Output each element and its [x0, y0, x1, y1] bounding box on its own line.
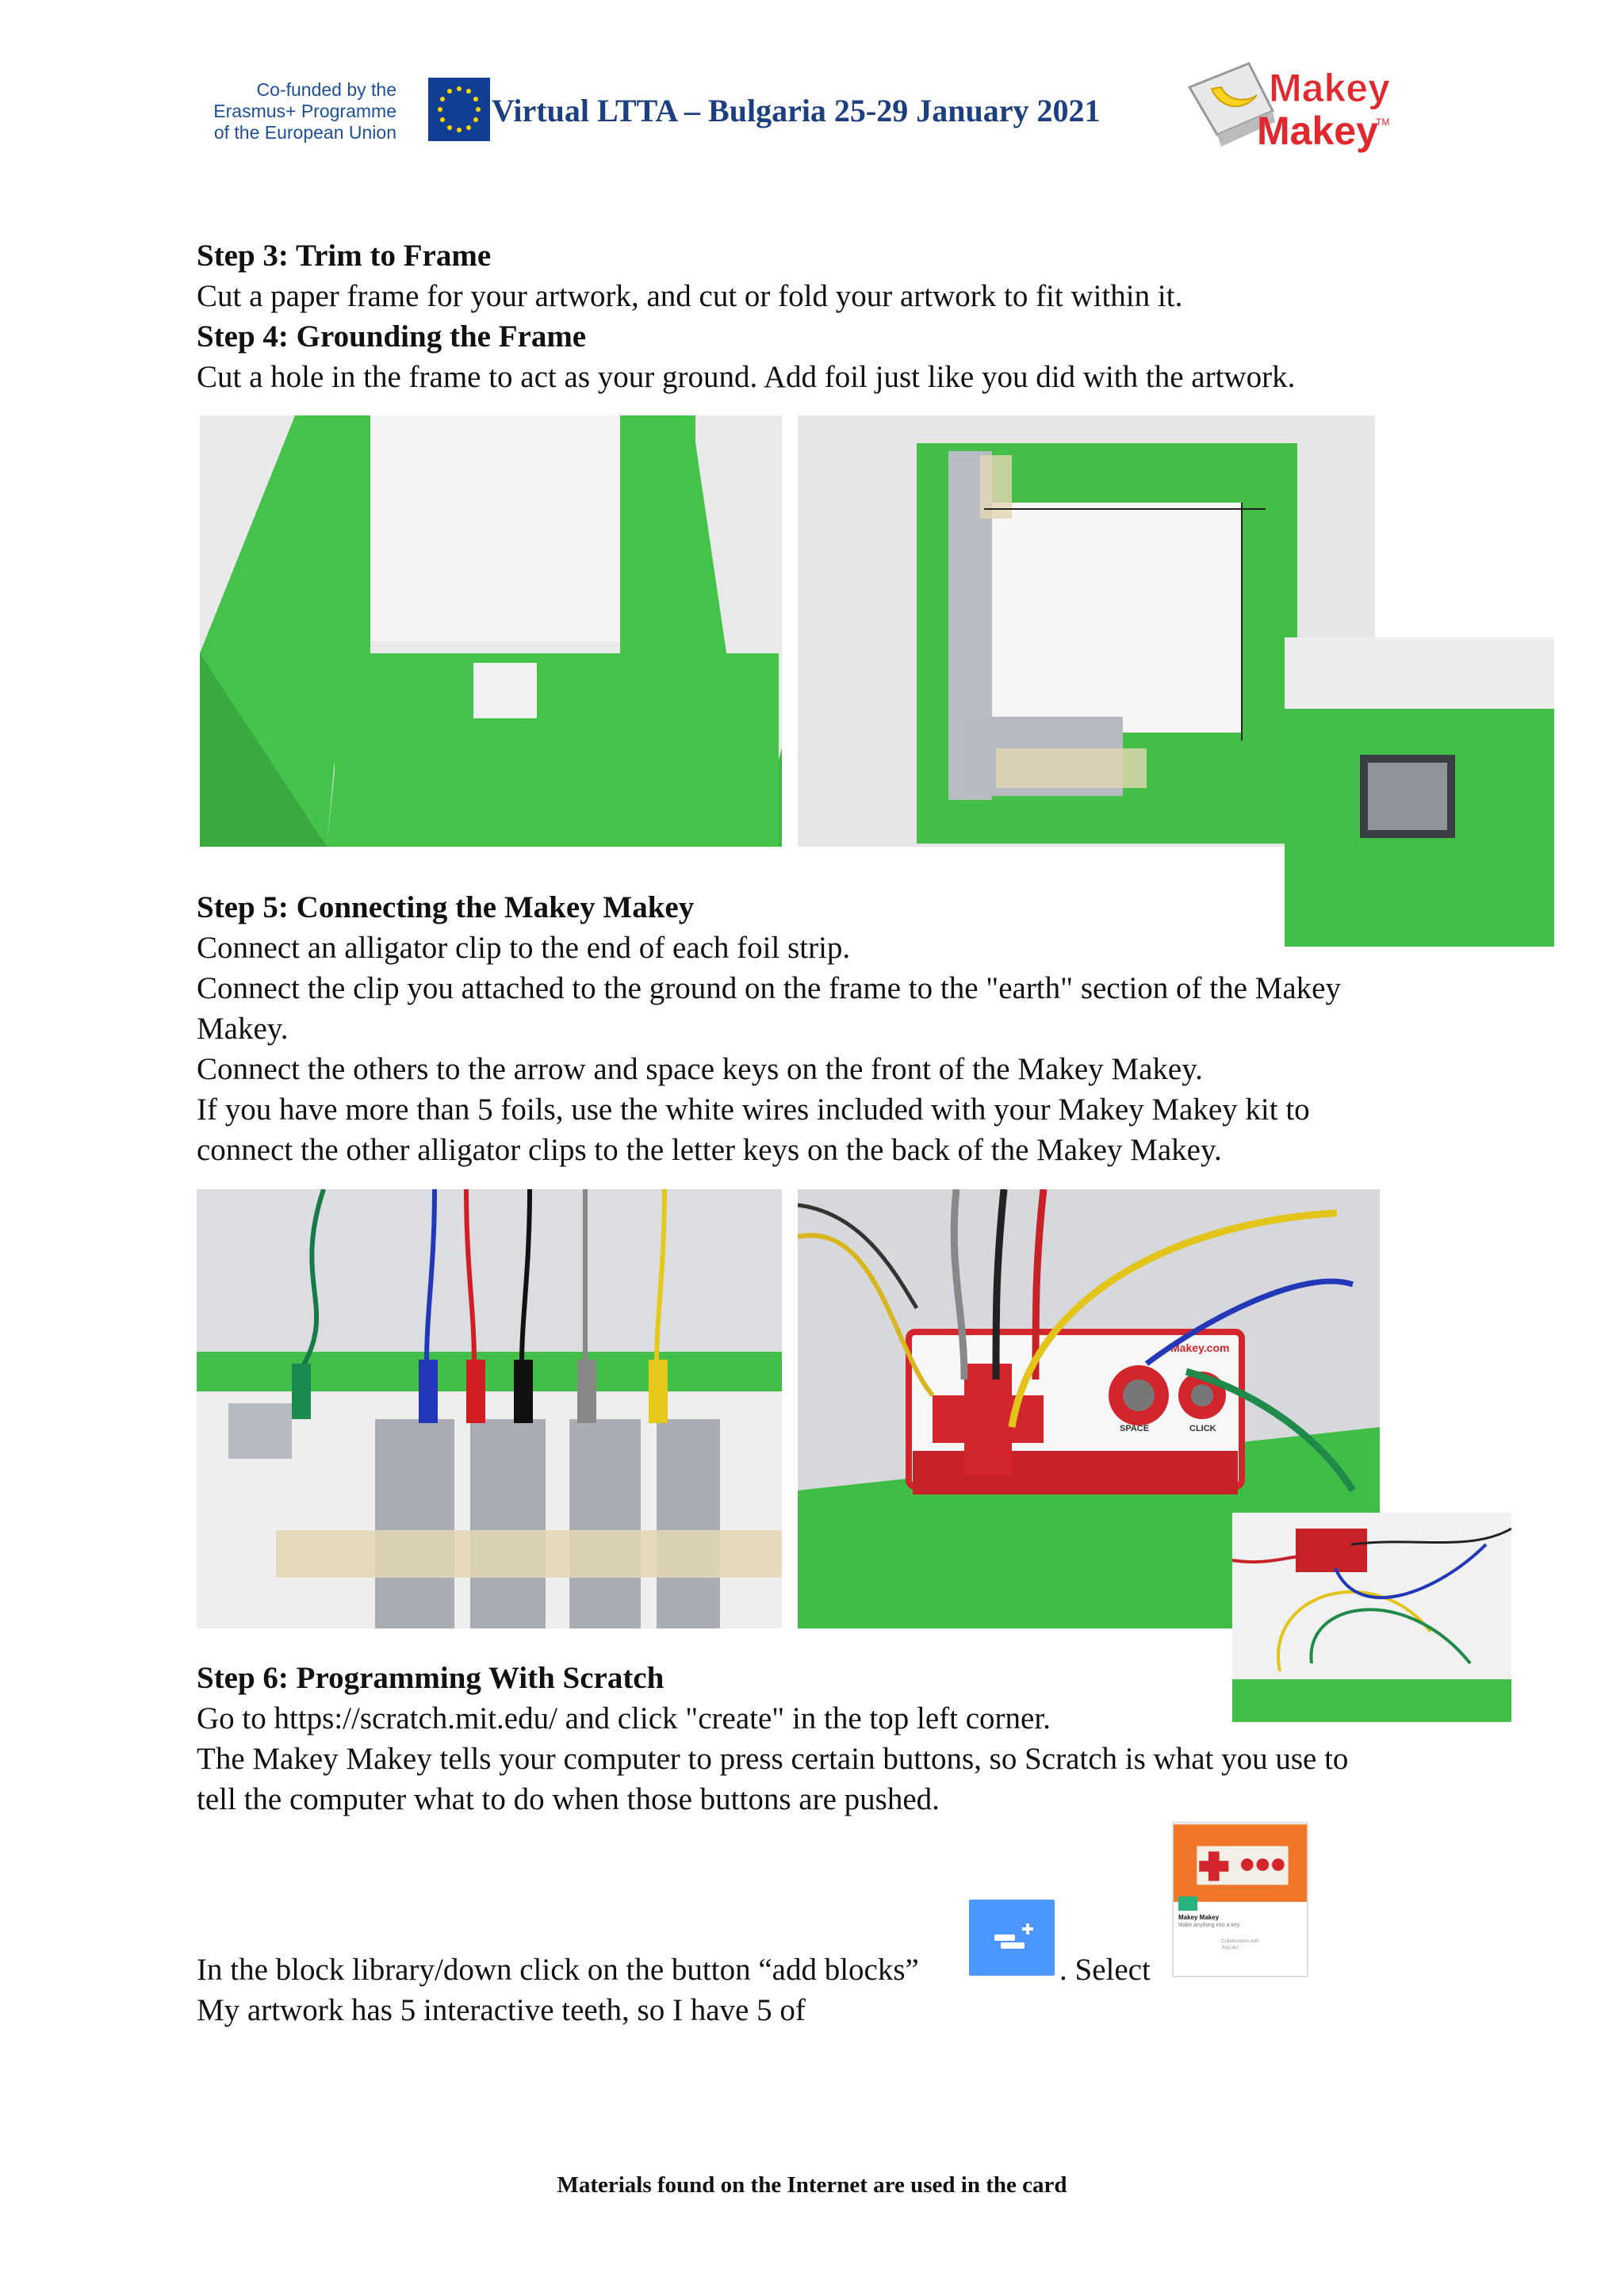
extension-card-image: [1174, 1823, 1307, 1903]
block-library-text: In the block library/down click on the button “add blocks”: [197, 1953, 919, 1987]
eu-line-1: Co-funded by the: [256, 79, 396, 100]
eu-line-2: Erasmus+ Programme: [213, 101, 396, 121]
eu-flag-icon: [428, 78, 490, 141]
alligator-clips-photo: [197, 1189, 782, 1628]
logo-trademark: TM: [1376, 117, 1390, 128]
page-header-title: Virtual LTTA – Bulgaria 25-29 January 2021: [492, 93, 1101, 128]
step5-line-4: Connect the others to the arrow and space keys on the front of the Makey Makey.: [197, 1052, 1203, 1086]
step3-text: Cut a paper frame for your artwork, and cut or fold your artwork to fit within it.: [197, 279, 1183, 313]
logo-word-1: Makey: [1269, 66, 1390, 110]
step6-line-2: The Makey Makey tells your computer to press certain buttons, so Scratch is what you use to: [197, 1742, 1349, 1776]
step4-text: Cut a hole in the frame to act as your ground. Add foil just like you did with the artwork.: [197, 360, 1296, 394]
makey-makey-extension-card[interactable]: [1172, 1822, 1308, 1977]
step5-line-5: If you have more than 5 foils, use the white wires included with your Makey Makey kit to: [197, 1093, 1310, 1127]
extension-desc: Make anything into a key.: [1178, 1923, 1241, 1928]
ground-hole-photo: [1285, 637, 1554, 947]
green-frame-photo: [200, 415, 782, 847]
eu-cofunded-logo: [56, 63, 452, 159]
board-space-label: SPACE: [1120, 1424, 1150, 1433]
select-text: . Select: [1059, 1953, 1151, 1987]
add-blocks-button[interactable]: [969, 1900, 1055, 1976]
step5-line-2: Connect the clip you attached to the ground on the frame to the "earth" section of the Makey: [197, 971, 1341, 1005]
logo-word-2: Makey: [1257, 109, 1378, 153]
extension-badge-icon: [1178, 1896, 1197, 1911]
step5-line-3: Makey.: [197, 1012, 289, 1046]
wires-inset-photo: [1232, 1513, 1511, 1722]
step5-line-1: Connect an alligator clip to the end of each foil strip.: [197, 931, 851, 965]
step6-line-1: Go to https://scratch.mit.edu/ and click "create" in the top left corner.: [197, 1701, 1051, 1735]
board-click-label: CLICK: [1189, 1424, 1216, 1433]
board-brand-label: Makey.com: [1170, 1341, 1230, 1354]
page-footer: Materials found on the Internet are used in the card: [557, 2172, 1067, 2198]
eu-cofunded-text: [159, 79, 396, 144]
add-blocks-icon: [969, 1900, 1055, 1976]
step6-last-line: My artwork has 5 interactive teeth, so I have 5 of: [197, 1993, 806, 2027]
step3-title: Step 3: Trim to Frame: [197, 239, 492, 273]
step6-title: Step 6: Programming With Scratch: [197, 1661, 665, 1695]
step5-title: Step 5: Connecting the Makey Makey: [197, 890, 695, 924]
step4-title: Step 4: Grounding the Frame: [197, 320, 587, 354]
extension-collab: Collaboration with: [1221, 1939, 1259, 1944]
extension-name: Makey Makey: [1178, 1914, 1220, 1921]
makey-makey-logo: [1174, 55, 1396, 163]
step5-line-6: connect the other alligator clips to the letter keys on the back of the Makey Makey.: [197, 1133, 1222, 1167]
step6-line-3: tell the computer what to do when those buttons are pushed.: [197, 1782, 940, 1816]
extension-collab-with: JoyLabz: [1221, 1946, 1239, 1950]
eu-line-3: of the European Union: [213, 122, 396, 143]
